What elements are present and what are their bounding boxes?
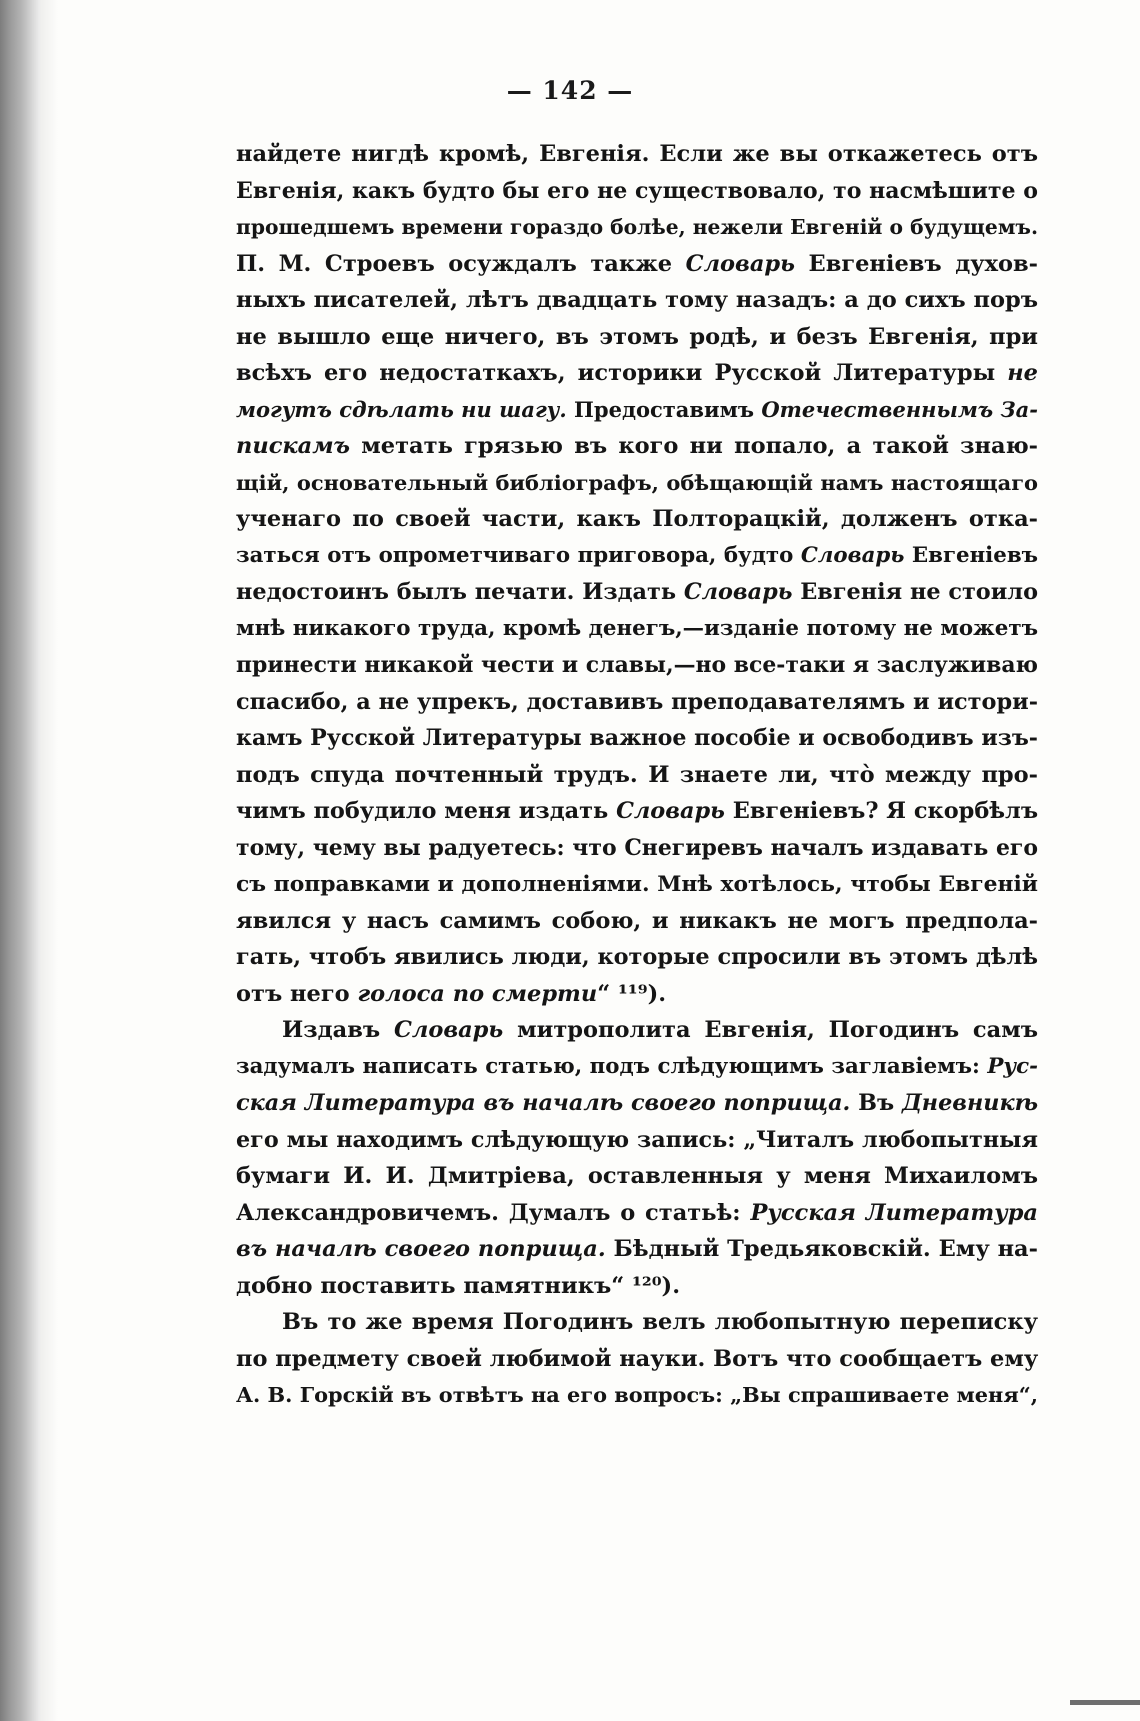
text-line: бумаги И. И. Дмитріева, оставленныя у меня Михаиломъ <box>236 1163 1038 1189</box>
text-line: камъ Русской Литературы важное пособіе и освободивъ изъ- <box>236 725 1038 751</box>
text-line: мнѣ никакого труда, кромѣ денегъ,—изданіе потому не можетъ <box>236 615 1038 641</box>
gutter-shadow <box>40 0 58 1721</box>
text-line: добно поставить памятникъ“ ¹²⁰). <box>236 1272 681 1299</box>
text-line: задумалъ написать статью, подъ слѣдующимъ заглавіемъ: Рус- <box>236 1053 1038 1079</box>
text-line: ская Литература въ началѣ своего поприща. Въ Дневникѣ <box>236 1090 1039 1116</box>
text-line: спасибо, а не упрекъ, доставивъ преподавателямъ и истори- <box>236 688 1038 715</box>
text-line: отъ него голоса по смерти“ ¹¹⁹). <box>236 980 667 1007</box>
text-line: щій, основательный библіографъ, обѣщающій намъ настоящаго <box>236 469 1038 495</box>
text-line: въ началѣ своего поприща. Бѣдный Тредьяковскій. Ему на- <box>236 1236 1038 1262</box>
text-line: ученаго по своей части, какъ Полторацкій, долженъ отка- <box>236 506 1038 532</box>
page-number: — 142 — <box>506 76 634 105</box>
text-line: съ поправками и дополненіями. Мнѣ хотѣлось, чтобы Евгеній <box>236 871 1038 897</box>
text-line: Издавъ Словарь митрополита Евгенія, Погодинъ самъ <box>282 1017 1039 1043</box>
text-line: пискамъ метать грязью въ кого ни попало, а такой знаю- <box>236 433 1038 459</box>
scan-mark <box>1070 1700 1140 1705</box>
italic-text: Отечественнымъ За- <box>761 396 1038 422</box>
text-line: чимъ побудило меня издать Словарь Евгеніевъ? Я скорбѣлъ <box>236 798 1039 824</box>
text-line: не вышло еще ничего, въ этомъ родѣ, и безъ Евгенія, при <box>236 323 1038 350</box>
italic-text: не <box>1007 360 1038 386</box>
text-line: принести никакой чести и славы,—но все-таки я заслуживаю <box>236 652 1038 678</box>
text-line: недостоинъ былъ печати. Издать Словарь Евгенія не стоило <box>236 579 1038 605</box>
text-line: Александровичемъ. Думалъ о статьѣ: Русская Литература <box>236 1199 1038 1226</box>
text-line: найдете нигдѣ кромѣ, Евгенія. Если же вы откажетесь отъ <box>236 141 1038 167</box>
italic-text: Словарь <box>683 579 793 605</box>
italic-text: Словарь <box>616 798 725 824</box>
text-line: тому, чему вы радуетесь: что Снегиревъ началъ издавать его <box>236 834 1038 861</box>
italic-text: въ началѣ своего поприща. <box>236 1236 606 1262</box>
text-line: его мы находимъ слѣдующую запись: „Читалъ любопытныя <box>236 1126 1038 1153</box>
text-line: прошедшемъ времени гораздо болѣе, нежели Евгеній о будущемъ. <box>236 215 1038 239</box>
italic-text: Словарь <box>393 1017 504 1043</box>
italic-text: Словарь <box>685 250 795 277</box>
text-line: А. В. Горскій въ отвѣтъ на его вопросъ: „Вы спрашиваете меня“, <box>236 1382 1038 1407</box>
text-line: подъ спуда почтенный трудъ. И знаете ли, что̀ между про- <box>236 761 1038 788</box>
italic-text: голоса по смерти <box>357 980 598 1007</box>
page-gutter <box>0 0 40 1721</box>
italic-text: ская Литература въ началѣ своего поприща. <box>236 1090 851 1116</box>
text-line: гать, чтобъ явились люди, которые спросили въ этомъ дѣлѣ <box>236 944 1038 970</box>
text-line: могутъ сдѣлать ни шагу. Предоставимъ Отечественнымъ За- <box>236 396 1038 422</box>
text-line: по предмету своей любимой науки. Вотъ что сообщаетъ ему <box>236 1345 1039 1372</box>
italic-text: могутъ сдѣлать ни шагу. <box>236 396 567 422</box>
italic-text: пискамъ <box>236 433 350 459</box>
text-line: П. М. Строевъ осуждалъ также Словарь Евгеніевъ духов- <box>236 250 1038 277</box>
text-line: всѣхъ его недостаткахъ, историки Русской Литературы не <box>236 360 1038 386</box>
italic-text: Дневникѣ <box>901 1090 1039 1116</box>
italic-text: Словарь <box>800 542 905 568</box>
italic-text: Русская Литература <box>750 1199 1038 1226</box>
text-line: Евгенія, какъ будто бы его не существовало, то насмѣшите о <box>236 177 1038 204</box>
text-line: явился у насъ самимъ собою, и никакъ не могъ предпола- <box>236 907 1038 934</box>
text-line: ныхъ писателей, лѣтъ двадцать тому назадъ: а до сихъ поръ <box>236 287 1038 313</box>
text-line: заться отъ опрометчиваго приговора, будто Словарь Евгеніевъ <box>236 542 1038 568</box>
text-line: Въ то же время Погодинъ велъ любопытную переписку <box>282 1309 1038 1335</box>
body-text <box>236 136 1038 1414</box>
italic-text: Рус- <box>987 1053 1038 1079</box>
